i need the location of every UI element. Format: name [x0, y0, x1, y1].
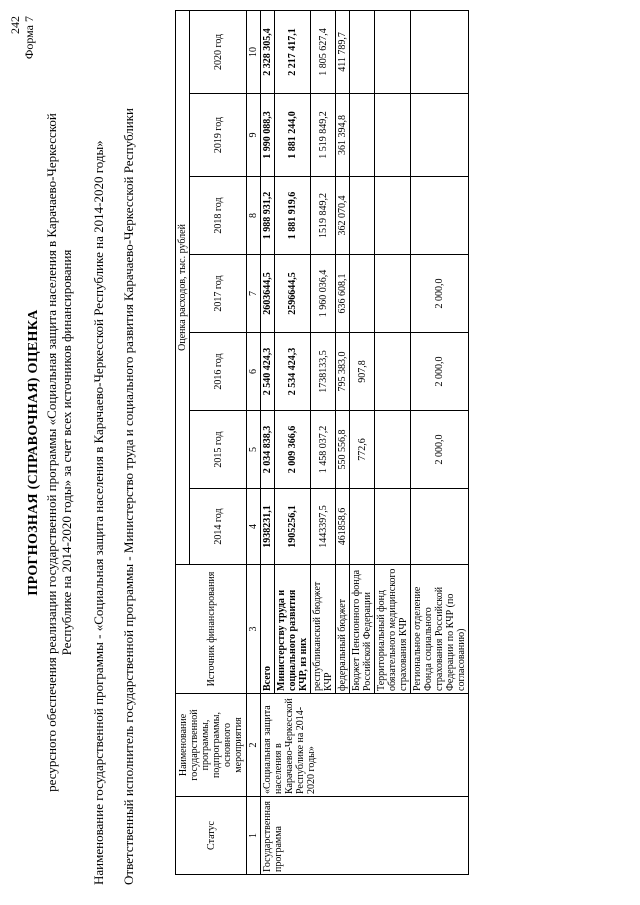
header-year: 2020 год	[190, 10, 247, 93]
source-cell: Всего	[261, 565, 275, 694]
column-index: 1	[247, 797, 261, 875]
header-year: 2015 год	[190, 411, 247, 489]
value-cell	[411, 177, 469, 255]
column-index: 2	[247, 694, 261, 797]
value-cell: 2 534 424,3	[275, 333, 311, 411]
value-cell: 2596644,5	[275, 255, 311, 333]
header-year: 2014 год	[190, 489, 247, 565]
value-cell	[375, 411, 411, 489]
value-cell	[350, 489, 375, 565]
responsible-executor: Ответственный исполнитель государственной программы - Министерство труда и социального развития Карачаево-Черкесской Республики	[121, 108, 136, 885]
value-cell: 1938231,1	[261, 489, 275, 565]
column-index: 4	[247, 489, 261, 565]
value-cell	[375, 10, 411, 93]
value-cell	[375, 333, 411, 411]
value-cell: 550 556,8	[336, 411, 350, 489]
value-cell: 2 000,0	[411, 411, 469, 489]
value-cell: 2 540 424,3	[261, 333, 275, 411]
document-title: ПРОГНОЗНАЯ (СПРАВОЧНАЯ) ОЦЕНКА	[26, 309, 41, 596]
value-cell	[350, 94, 375, 177]
source-cell: федеральный бюджет	[336, 565, 350, 694]
value-cell	[411, 94, 469, 177]
value-cell	[411, 489, 469, 565]
value-cell: 1519 849,2	[311, 177, 336, 255]
value-cell: 1 988 931,2	[261, 177, 275, 255]
table-row	[261, 10, 275, 874]
value-cell	[375, 94, 411, 177]
document-subtitle: ресурсного обеспечения реализации государственной программы «Социальная защита населения в Карачаево-Черкесской Республике на 2014-2020 годы» за счет всех источников финансирования	[44, 113, 74, 792]
header-name: Наименование государственной программы, подпрограммы, основного мероприятия	[176, 694, 247, 797]
value-cell: 636 608,1	[336, 255, 350, 333]
source-cell: республиканский бюджет КЧР	[311, 565, 336, 694]
value-cell: 907,8	[350, 333, 375, 411]
value-cell	[350, 10, 375, 93]
value-cell: 2 034 838,3	[261, 411, 275, 489]
funding-table	[175, 10, 469, 875]
program-name-cell: «Социальная защита населения в Карачаево-Черкесской Республике на 2014-2020 годы»	[261, 694, 469, 797]
header-status: Статус	[176, 797, 247, 875]
column-index: 7	[247, 255, 261, 333]
source-cell: Территориальный фонд обязательного медицинского страхования КЧР	[375, 565, 411, 694]
value-cell: 1905256,1	[275, 489, 311, 565]
column-index: 8	[247, 177, 261, 255]
value-cell: 795 383,0	[336, 333, 350, 411]
value-cell: 2 328 305,4	[261, 10, 275, 93]
column-index: 6	[247, 333, 261, 411]
column-index: 10	[247, 10, 261, 93]
header-year: 2016 год	[190, 333, 247, 411]
source-cell: Бюджет Пенсионного фонда Российской Федерации	[350, 565, 375, 694]
value-cell: 2 217 417,1	[275, 10, 311, 93]
column-index: 5	[247, 411, 261, 489]
header-year: 2017 год	[190, 255, 247, 333]
source-cell: Региональное отделение Фонда социального страхования Российской Федерации по КЧР (по согласованию)	[411, 565, 469, 694]
value-cell	[350, 177, 375, 255]
header-source: Источник финансирования	[176, 565, 247, 694]
value-cell: 1 881 244,0	[275, 94, 311, 177]
column-index: 3	[247, 565, 261, 694]
form-label: Форма 7	[22, 16, 36, 60]
value-cell: 361 394,8	[336, 94, 350, 177]
source-cell: Министерству труда и социального развития КЧР, из них	[275, 565, 311, 694]
value-cell	[375, 489, 411, 565]
header-year: 2019 год	[190, 94, 247, 177]
value-cell: 1443397,5	[311, 489, 336, 565]
column-index: 9	[247, 94, 261, 177]
program-name: Наименование государственной программы - «Социальная защита населения в Карачаево-Черкесской Республике на 2014-2020 годы»	[91, 140, 106, 885]
value-cell: 1 805 627,4	[311, 10, 336, 93]
value-cell: 1738133,5	[311, 333, 336, 411]
header-estimate: Оценка расходов, тыс. рублей	[176, 10, 190, 564]
value-cell: 2 000,0	[411, 255, 469, 333]
status-cell: Государственная программа	[261, 797, 469, 875]
value-cell	[350, 255, 375, 333]
page-number: 242	[8, 16, 22, 34]
value-cell	[411, 10, 469, 93]
value-cell: 1 458 037,2	[311, 411, 336, 489]
value-cell	[375, 177, 411, 255]
value-cell	[375, 255, 411, 333]
value-cell: 461858,6	[336, 489, 350, 565]
value-cell: 1 881 919,6	[275, 177, 311, 255]
value-cell: 362 070,4	[336, 177, 350, 255]
value-cell: 1 990 088,3	[261, 94, 275, 177]
value-cell: 2 009 366,6	[275, 411, 311, 489]
header-year: 2018 год	[190, 177, 247, 255]
value-cell: 772,6	[350, 411, 375, 489]
value-cell: 2603644,5	[261, 255, 275, 333]
value-cell: 1 960 036,4	[311, 255, 336, 333]
column-index-row	[247, 10, 261, 874]
value-cell: 1 519 849,2	[311, 94, 336, 177]
value-cell: 2 000,0	[411, 333, 469, 411]
value-cell: 411 789,7	[336, 10, 350, 93]
